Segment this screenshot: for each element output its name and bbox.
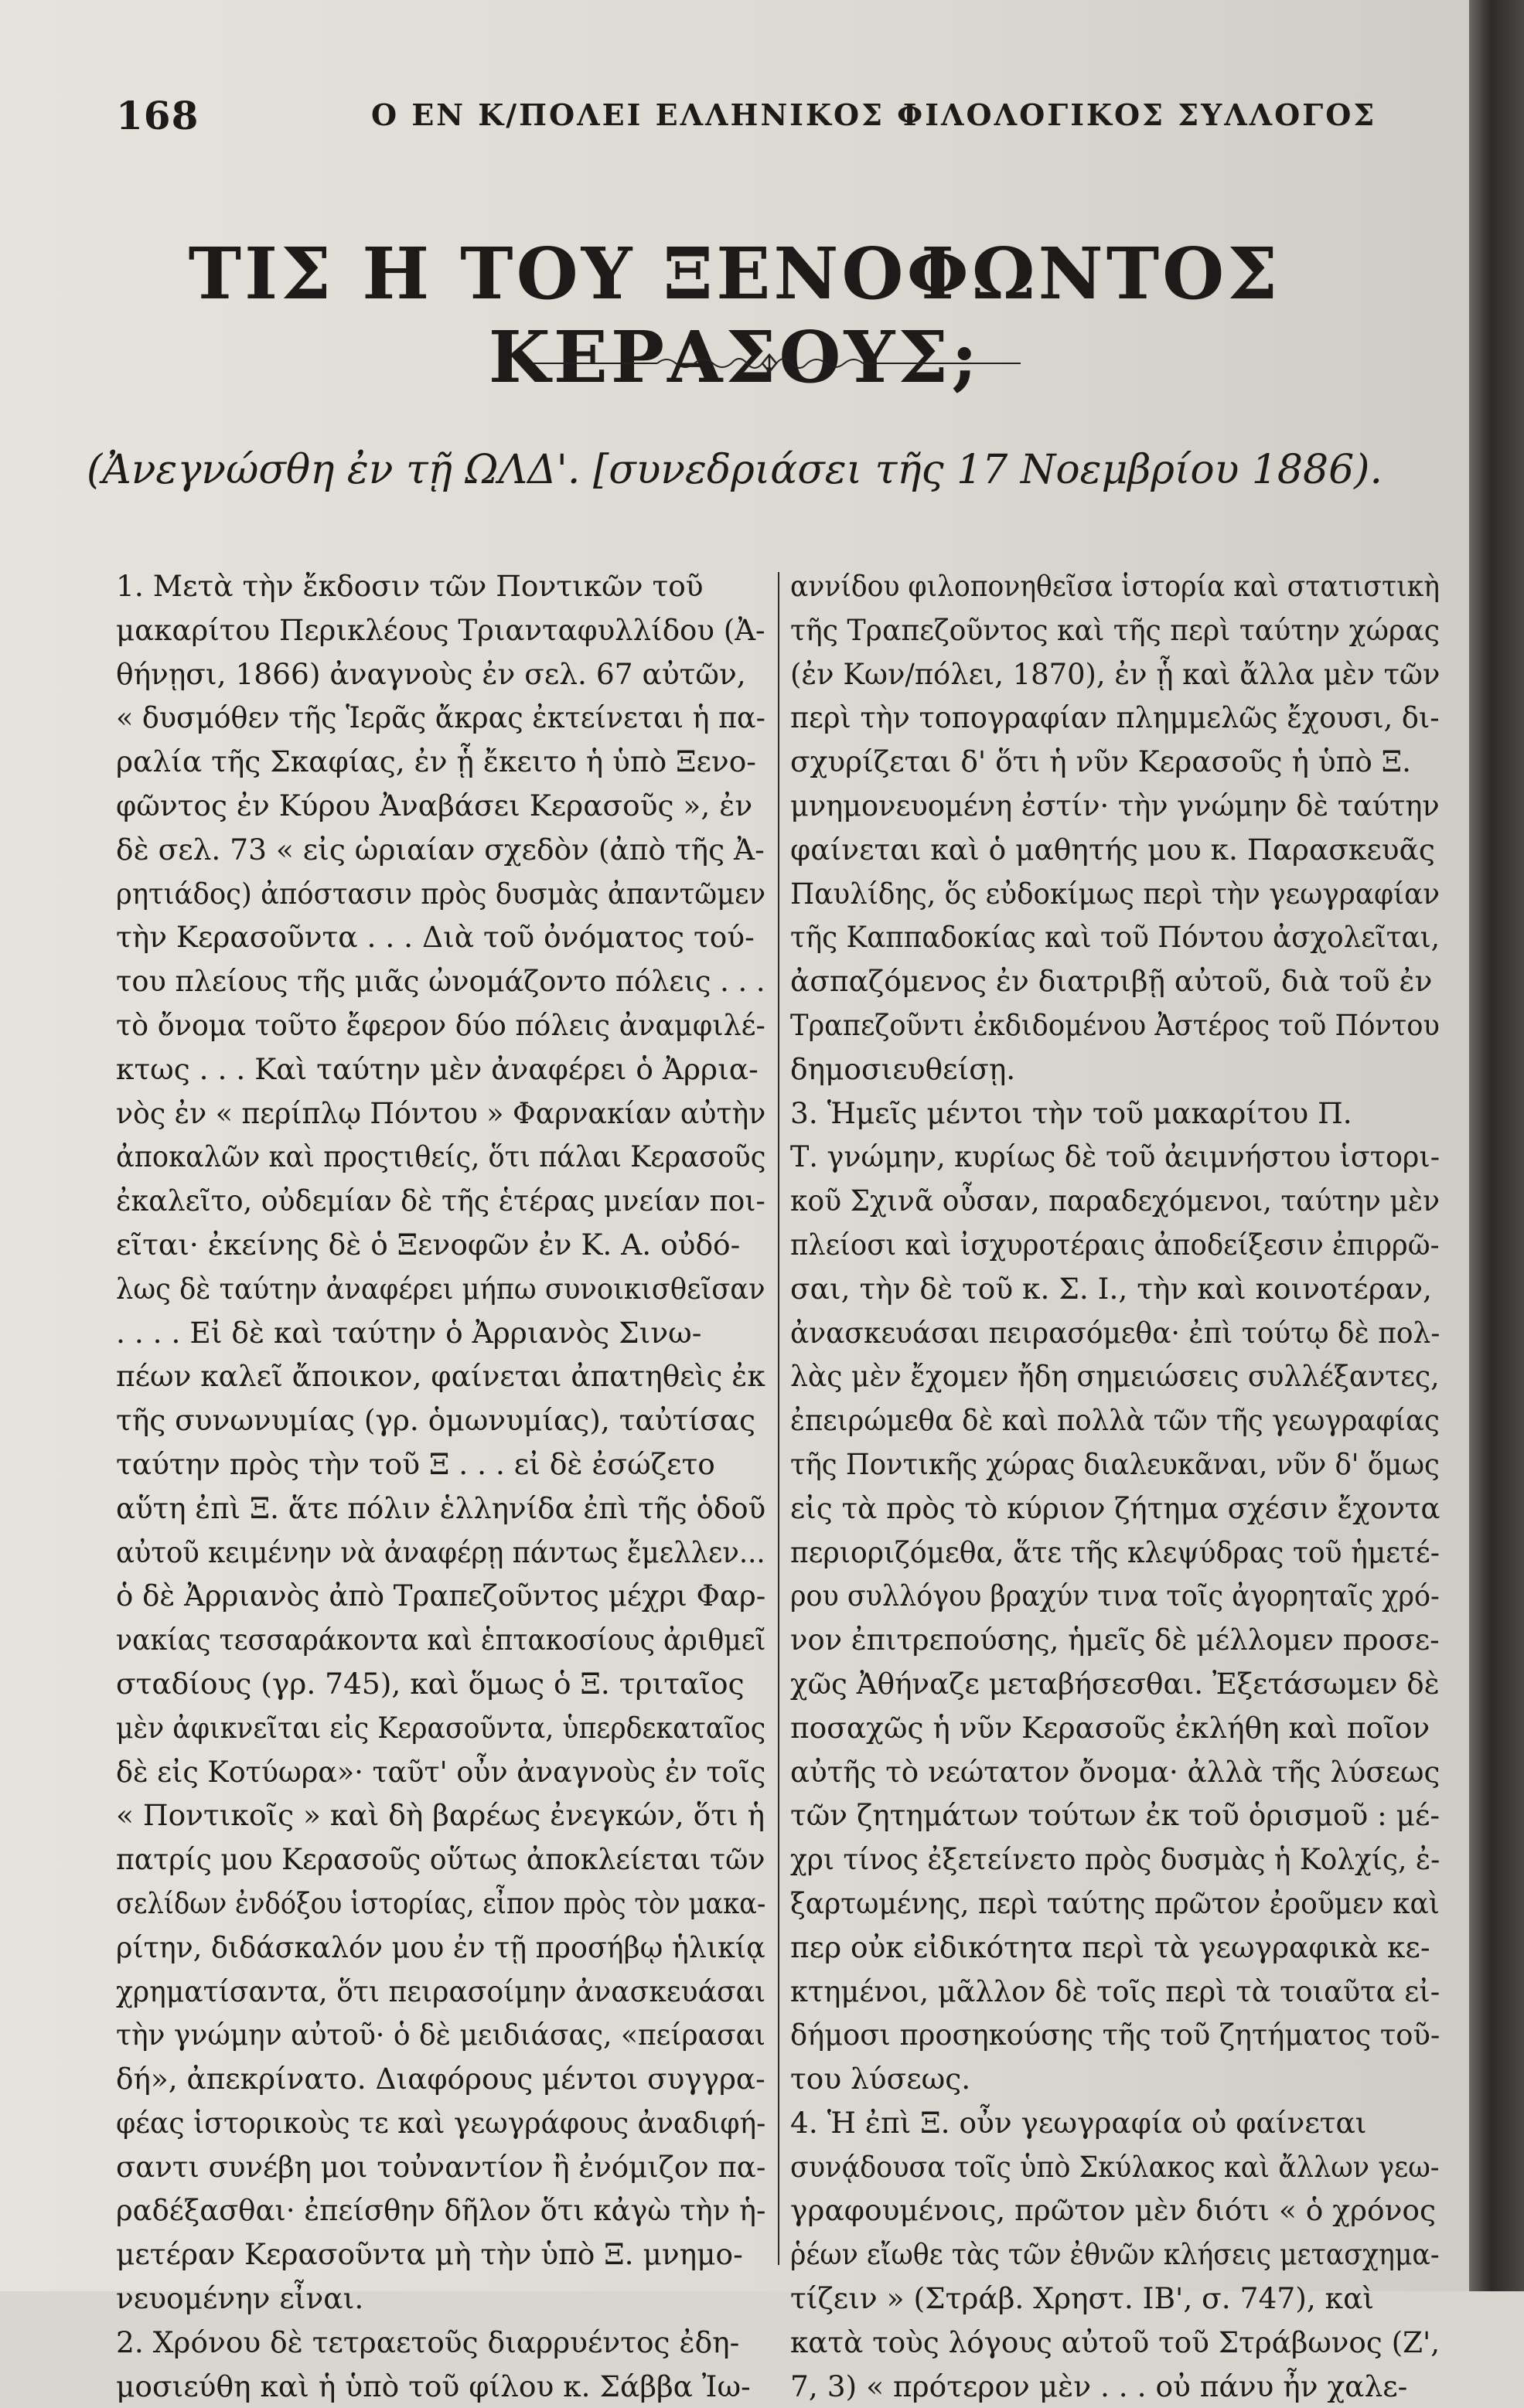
text-line: ἀσπαζόμενος ἐν διατριβῇ αὐτοῦ, διὰ τοῦ ἐν [790, 964, 1433, 999]
text-line: τίζειν » (Στράβ. Χρηστ. ΙΒ', σ. 747), καὶ [790, 2281, 1375, 2316]
text-line: περ οὐκ εἰδικότητα περὶ τὰ γεωγραφικὰ κε- [790, 1929, 1430, 1964]
text-line: δημοσιευθείσῃ. [790, 1051, 1016, 1086]
text-line: σαι, τὴν δὲ τοῦ κ. Σ. Ι., τὴν καὶ κοινοτέραν, [790, 1271, 1432, 1306]
text-line: ρητιάδος) ἀπόστασιν πρὸς δυσμὰς ἀπαντῶμεν [116, 876, 766, 911]
text-line: μακαρίτου Περικλέους Τριανταφυλλίδου (Ἀ- [116, 612, 765, 647]
book-spine-shadow [1469, 0, 1524, 2291]
text-line: σχυρίζεται δ' ὅτι ἡ νῦν Κερασοῦς ἡ ὑπὸ Ξ. [790, 744, 1412, 779]
text-line: νον ἐπιτρεπούσης, ἡμεῖς δὲ μέλλομεν προσε- [790, 1623, 1440, 1657]
text-line: φέας ἱστορικοὺς τε καὶ γεωγράφους ἀναδιφή- [116, 2105, 766, 2140]
text-line: νακίας τεσσαράκοντα καὶ ἑπτακοσίους ἀριθμεῖ [116, 1623, 766, 1657]
text-line: Τ. γνώμην, κυρίως δὲ τοῦ ἀειμνήστου ἱστορι- [790, 1139, 1440, 1174]
text-line: νευομένην εἶναι. [116, 2281, 364, 2316]
text-line: τῆς συνωνυμίας (γρ. ὁμωνυμίας), ταὐτίσας [116, 1403, 755, 1438]
article-title: ΤΙΣ Η ΤΟΥ ΞΕΝΟΦΩΝΤΟΣ ΚΕΡΑΣΟΥΣ; [188, 232, 1281, 399]
text-line: . . . . Εἰ δὲ καὶ ταύτην ὁ Ἀρριανὸς Σινω- [116, 1315, 702, 1350]
text-line: ἀποκαλῶν καὶ προςτιθείς, ὅτι πάλαι Κερασοῦς [116, 1139, 766, 1174]
text-line: 2. Χρόνου δὲ τετραετοῦς διαρρυέντος ἐδη- [116, 2325, 740, 2359]
text-line: ὁ δὲ Ἀρριανὸς ἀπὸ Τραπεζοῦντος μέχρι Φαρ- [116, 1579, 766, 1613]
text-line: « δυσμόθεν τῆς Ἱερᾶς ἄκρας ἐκτείνεται ἡ πα- [116, 700, 766, 735]
text-line: « Ποντικοῖς » καὶ δὴ βαρέως ἐνεγκών, ὅτι ἡ [116, 1798, 765, 1833]
text-line: σελίδων ἐνδόξου ἱστορίας, εἶπον πρὸς τὸν μακα- [116, 1885, 766, 1920]
text-line: τῆς Τραπεζοῦντος καὶ τῆς περὶ ταύτην χώρας [790, 612, 1440, 647]
page-number: 168 [116, 93, 199, 138]
text-line: 4. Ἡ ἐπὶ Ξ. οὖν γεωγραφία οὐ φαίνεται [790, 2105, 1367, 2140]
text-line: τὸ ὄνομα τοῦτο ἔφερον δύο πόλεις ἀναμφιλέ- [116, 1007, 765, 1042]
text-line: ἐπειρώμεθα δὲ καὶ πολλὰ τῶν τῆς γεωγραφίας [790, 1403, 1440, 1438]
text-line: τὴν Κερασοῦντα . . . Διὰ τοῦ ὀνόματος τού- [116, 920, 755, 955]
text-line: χῶς Ἀθήναζε μεταβήσεσθαι. Ἐξετάσωμεν δὲ [790, 1666, 1440, 1701]
text-line: δήμοσι προσηκούσης τῆς τοῦ ζητήματος τοῦ- [790, 2018, 1440, 2052]
text-line: φαίνεται καὶ ὁ μαθητής μου κ. Παρασκευᾶς [790, 832, 1435, 867]
text-line: ραδέξασθαι· ἐπείσθην δῆλον ὅτι κἀγὼ τὴν ἡ- [116, 2193, 766, 2228]
reading-note: (Ἀνεγνώσθη ἐν τῇ ΩΛΔ'. [συνεδριάσει τῆς 17 Νοεμβρίου 1886). [86, 447, 1383, 493]
text-line: ποσαχῶς ἡ νῦν Κερασοῦς ἐκλήθη καὶ ποῖον [790, 1710, 1430, 1745]
text-line: Παυλίδης, ὅς εὐδοκίμως περὶ τὴν γεωγραφίαν [790, 876, 1440, 911]
text-line: χρι τίνος ἐξετείνετο πρὸς δυσμὰς ἡ Κολχίς, ἐ- [790, 1842, 1440, 1877]
text-line: δὲ σελ. 73 « εἰς ὡριαίαν σχεδὸν (ἀπὸ τῆς Ἀ- [116, 832, 765, 867]
text-line: δή», ἀπεκρίνατο. Διαφόρους μέντοι συγγρα- [116, 2062, 765, 2096]
text-line: του λύσεως. [790, 2062, 971, 2096]
text-line: του πλείους τῆς μιᾶς ὠνομάζοντο πόλεις . . . [116, 964, 765, 999]
right-column [790, 564, 1440, 2408]
text-line: αὐτοῦ κειμένην νὰ ἀναφέρῃ πάντως ἔμελλεν... [116, 1534, 765, 1569]
text-line: ῥέων εἴωθε τὰς τῶν ἐθνῶν κλήσεις μετασχημα- [790, 2237, 1440, 2272]
text-line: τῆς Ποντικῆς χώρας διαλευκᾶναι, νῦν δ' ὅμως [790, 1446, 1440, 1481]
text-line: κτημένοι, μᾶλλον δὲ τοῖς περὶ τὰ τοιαῦτα εἰ- [790, 1974, 1440, 2008]
text-line: πέων καλεῖ ἄποικον, φαίνεται ἀπατηθεὶς ἐκ [116, 1359, 765, 1394]
text-line: ἐκαλεῖτο, οὐδεμίαν δὲ τῆς ἑτέρας μνείαν ποι- [116, 1184, 765, 1218]
text-line: σταδίους (γρ. 745), καὶ ὅμως ὁ Ξ. τριταῖος [116, 1666, 745, 1701]
text-line: περιοριζόμεθα, ἅτε τῆς κλεψύδρας τοῦ ἡμετέ- [790, 1534, 1440, 1569]
text-line: κατὰ τοὺς λόγους αὐτοῦ τοῦ Στράβωνος (Ζ', [790, 2325, 1440, 2359]
text-line: μετέραν Κερασοῦντα μὴ τὴν ὑπὸ Ξ. μνημο- [116, 2237, 743, 2272]
running-head: Ο ΕΝ Κ/ΠΟΛΕΙ ΕΛΛΗΝΙΚΟΣ ΦΙΛΟΛΟΓΙΚΟΣ ΣΥΛΛΟΓΟΣ [371, 97, 1377, 132]
text-line: ρίτην, διδάσκαλόν μου ἐν τῇ προσήβῳ ἡλικίᾳ [116, 1929, 765, 1964]
text-line: θήνῃσι, 1866) ἀναγνοὺς ἐν σελ. 67 αὐτῶν, [116, 656, 746, 691]
text-line: (ἐν Κων/πόλει, 1870), ἐν ᾗ καὶ ἄλλα μὲν τῶν [790, 656, 1440, 691]
text-line: χρηματίσαντα, ὅτι πειρασοίμην ἀνασκευάσαι [116, 1974, 766, 2008]
text-line: συνᾴδουσα τοῖς ὑπὸ Σκύλακος καὶ ἄλλων γεω- [790, 2149, 1440, 2184]
ornamental-divider [534, 348, 1021, 379]
text-line: εἰς τὰ πρὸς τὸ κύριον ζήτημα σχέσιν ἔχοντα [790, 1490, 1440, 1525]
text-line: 1. Μετὰ τὴν ἔκδοσιν τῶν Ποντικῶν τοῦ [116, 569, 704, 603]
text-line: τῶν ζητημάτων τούτων ἐκ τοῦ ὁρισμοῦ : μέ- [790, 1798, 1440, 1833]
text-line: μνημονευομένη ἐστίν· τὴν γνώμην δὲ ταύτην [790, 788, 1440, 823]
text-line: μοσιεύθη καὶ ἡ ὑπὸ τοῦ φίλου κ. Σάββα Ἰω- [116, 2369, 751, 2403]
text-line: μὲν ἀφικνεῖται εἰς Κερασοῦντα, ὑπερδεκαταῖος [116, 1710, 766, 1745]
text-line: ξαρτωμένης, περὶ ταύτης πρῶτον ἐρoῦμεν καὶ [790, 1885, 1440, 1920]
text-line: λως δὲ ταύτην ἀναφέρει μήπω συνοικισθεῖσαν [116, 1271, 765, 1306]
text-line: αὕτη ἐπὶ Ξ. ἅτε πόλιν ἑλληνίδα ἐπὶ τῆς ὁδοῦ [116, 1490, 766, 1525]
text-line: 7, 3) « πρότερον μὲν . . . οὐ πάνυ ἦν χαλε- [790, 2369, 1408, 2403]
text-line: τῆς Καππαδοκίας καὶ τοῦ Πόντου ἀσχολεῖται, [790, 920, 1440, 955]
text-line: λὰς μὲν ἔχομεν ἤδη σημειώσεις συλλέξαντες, [790, 1359, 1440, 1394]
text-line: πλείοσι καὶ ἰσχυροτέραις ἀποδείξεσιν ἐπιρρῶ- [790, 1227, 1440, 1262]
text-line: ραλία τῆς Σκαφίας, ἐν ᾗ ἔκειτο ἡ ὑπὸ Ξενο- [116, 744, 756, 779]
text-line: 3. Ἡμεῖς μέντοι τὴν τοῦ μακαρίτου Π. [790, 1095, 1352, 1130]
text-line: περὶ τὴν τοπογραφίαν πλημμελῶς ἔχουσι, δι- [790, 700, 1440, 735]
left-column [116, 564, 765, 2408]
text-line: αννίδου φιλοπονηθεῖσα ἱστορία καὶ στατιστικὴ [790, 569, 1440, 603]
text-line: φῶντος ἐν Κύρου Ἀναβάσει Κερασοῦς », ἐν [116, 788, 753, 823]
text-line: ρου συλλόγου βραχύν τινα τοῖς ἀγορηταῖς χρό- [790, 1579, 1440, 1613]
text-line: ἀνασκευάσαι πειρασόμεθα· ἐπὶ τούτῳ δὲ πολ- [790, 1315, 1440, 1350]
text-line: τὴν γνώμην αὐτοῦ· ὁ δὲ μειδιάσας, «πείρασαι [116, 2018, 766, 2052]
text-line: γραφουμένοις, πρῶτον μὲν διότι « ὁ χρόνος [790, 2193, 1436, 2228]
text-line: κοῦ Σχινᾶ οὖσαν, παραδεχόμενοι, ταύτην μὲν [790, 1184, 1440, 1218]
page-header [116, 93, 1392, 147]
text-line: δὲ εἰς Κοτύωρα»· ταῦτ' οὖν ἀναγνοὺς ἐν τοῖς [116, 1754, 766, 1789]
text-line: πατρίς μου Κερασοῦς οὕτως ἀποκλείεται τῶν [116, 1842, 765, 1877]
text-line: αὐτῆς τὸ νεώτατον ὄνομα· ἀλλὰ τῆς λύσεως [790, 1754, 1440, 1789]
column-rule [778, 572, 779, 2265]
text-line: ταύτην πρὸς τὴν τοῦ Ξ . . . εἰ δὲ ἐσώζετο [116, 1446, 715, 1481]
text-line: σαντι συνέβη μοι τοὐναντίον ἢ ἐνόμιζον πα- [116, 2149, 766, 2184]
text-line: κτως . . . Καὶ ταύτην μὲν ἀναφέρει ὁ Ἀρρια- [116, 1051, 759, 1086]
text-line: εῖται· ἐκείνης δὲ ὁ Ξενοφῶν ἐν Κ. Α. οὐδό- [116, 1227, 741, 1262]
text-line: Τραπεζοῦντι ἐκδιδομένου Ἀστέρος τοῦ Πόντου [790, 1007, 1440, 1042]
text-line: νὸς ἐν « περίπλῳ Πόντου » Φαρνακίαν αὐτὴν [116, 1095, 766, 1130]
